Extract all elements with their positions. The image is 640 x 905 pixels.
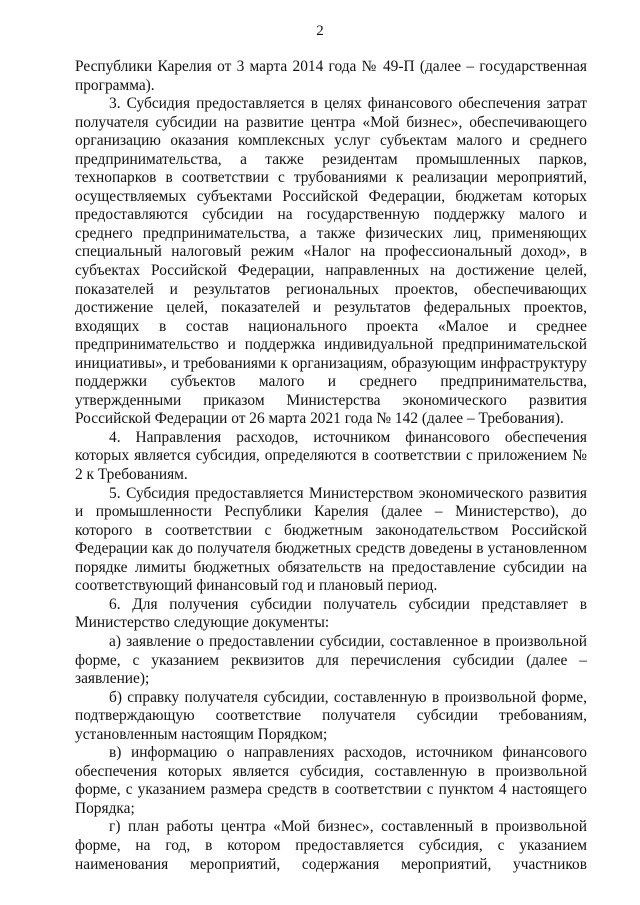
paragraph-item-4: 4. Направления расходов, источником финансового обеспечения которых является субсидия, определяются в соответствии с приложением № 2 к Требованиям. [75,428,587,484]
paragraph-item-5: 5. Субсидия предоставляется Министерством экономического развития и промышленности Республики Карелия (далее – Министерство), до которого в соответствии с бюджетным законодательством Российской Федерации как до получателя бюджетных средств доведены в установленном порядке лимиты бюджетных обязательств на предоставление субсидии на соответствующий финансовый год и плановый период. [75,484,587,595]
subitem-a: а) заявление о предоставлении субсидии, составленное в произвольной форме, с указанием реквизитов для перечисления субсидии (далее – заявление); [75,632,587,688]
page-number: 2 [316,23,324,39]
document-body [75,58,587,874]
subitem-b: б) справку получателя субсидии, составленную в произвольной форме, подтверждающую соответствие получателя субсидии требованиям, установленным настоящим Порядком; [75,688,587,743]
subitem-g: г) план работы центра «Мой бизнес», составленный в произвольной форме, на год, в котором предоставляется субсидия, с указанием наименования мероприятий, содержания мероприятий, участников [75,818,587,873]
paragraph-continuation: Республики Карелия от 3 марта 2014 года № 49-П (далее – государственная программа). [75,58,587,94]
paragraph-item-6: 6. Для получения субсидии получатель субсидии представляет в Министерство следующие документы: [75,595,587,632]
subitem-v: в) информацию о направлениях расходов, источником финансового обеспечения которых является субсидия, составленную в произвольной форме, с указанием размера средств в соответствии с пунктом 4 настоящего Порядка; [75,744,587,817]
paragraph-item-3: 3. Субсидия предоставляется в целях финансового обеспечения затрат получателя субсидии на развитие центра «Мой бизнес», обеспечивающего организацию оказания комплексных услуг субъектам малого и среднего предпринимательства, а также резидентам промышленных парков, технопарков в соответствии с трубованиями к реализации мероприятий, осуществляемых субъектами Российской Федерации, бюджетам которых предоставляются субсидии на государственную поддержку малого и среднего предпринимательства, а также физических лиц, применяющих специальный налоговый режим «Налог на профессиональный доход», в субъектах Российской Федерации, направленных на достижение целей, показателей и результатов региональных проектов, обеспечивающих достижение целей, показателей и результатов федеральных проектов, входящих в состав национального проекта «Малое и среднее предпринимательство и поддержка индивидуальной предпринимательской инициативы», и требованиями к организациям, образующим инфраструктуру поддержки субъектов малого и среднего предпринимательства, утвержденными приказом Министерства экономического развития Российской Федерации от 26 марта 2021 года № 142 (далее – Требования). [75,95,587,428]
